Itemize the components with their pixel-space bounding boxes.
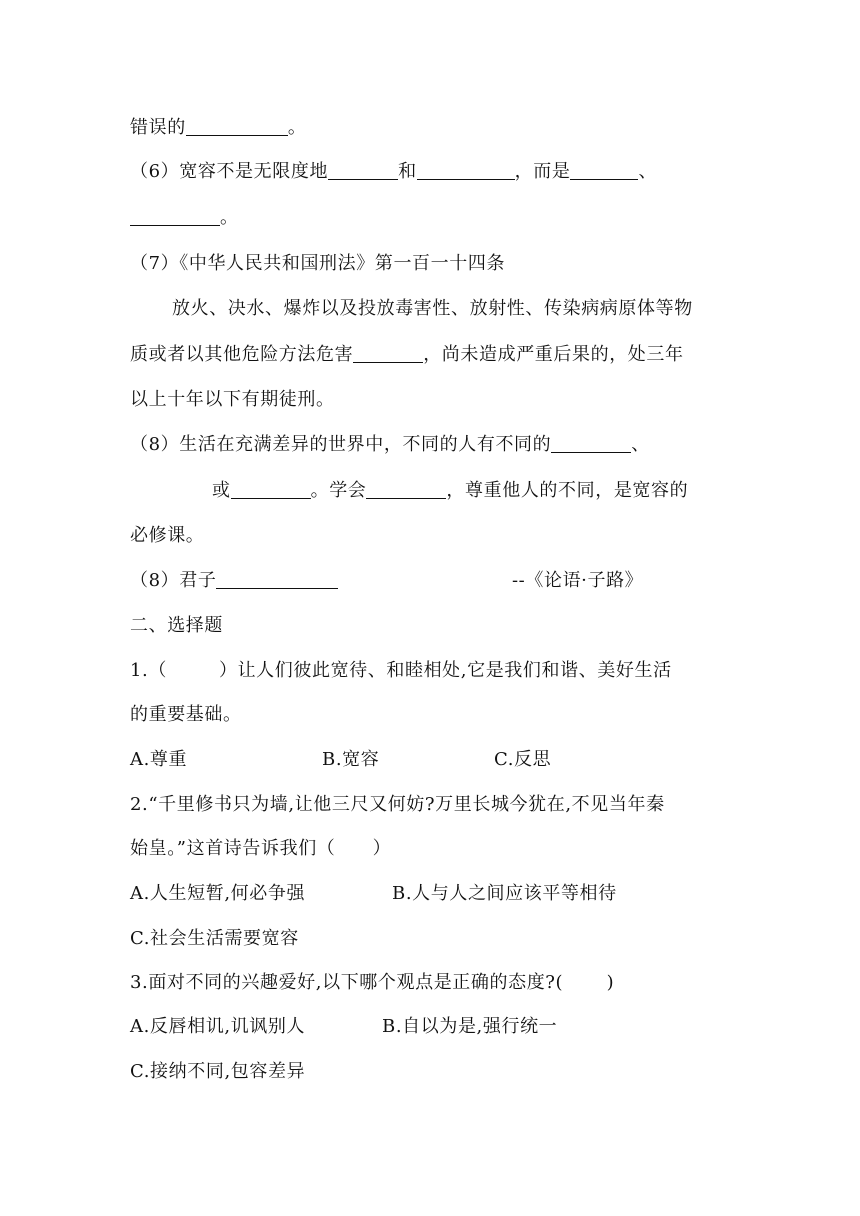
c3-options-1 <box>130 1013 558 1041</box>
option-b: B.人与人之间应该平等相待 <box>392 883 617 904</box>
line-1 <box>130 114 306 142</box>
source-citation: --《论语·子路》 <box>512 570 644 591</box>
text: 、 <box>638 161 658 182</box>
c2-line-2: 始皇。”这首诗告诉我们（ ） <box>130 838 392 859</box>
q7-para-2 <box>130 341 684 369</box>
text: 或 <box>212 480 231 501</box>
text: （8）君子 <box>130 570 217 591</box>
option-a: A.尊重 <box>130 749 188 770</box>
blank <box>551 434 631 453</box>
q8-line-3: 必修课。 <box>130 525 205 546</box>
option-b: B.自以为是,强行统一 <box>382 1016 558 1037</box>
q7-title: （7）《中华人民共和国刑法》第一百一十四条 <box>130 253 506 274</box>
text: 。 <box>287 117 307 138</box>
option-a: A.人生短暂,何必争强 <box>130 883 306 904</box>
q8-line-1 <box>130 431 650 459</box>
c3-options-2: C.接纳不同,包容差异 <box>130 1061 306 1082</box>
q8-line-2 <box>212 477 688 505</box>
blank <box>231 480 311 499</box>
text: 1.（ <box>130 660 167 681</box>
section-title: 二、选择题 <box>130 615 223 636</box>
c2-line-1: 2.“千里修书只为墙,让他三尺又何妨?万里长城今犹在,不见当年秦 <box>130 794 665 815</box>
option-a: A.反唇相讥,讥讽别人 <box>130 1016 306 1037</box>
text: 。 <box>220 207 239 228</box>
q8b-line <box>130 567 730 595</box>
c1-options <box>130 746 552 774</box>
blank <box>417 161 515 180</box>
text: 、 <box>631 434 650 455</box>
blank <box>216 570 338 589</box>
blank <box>130 207 220 226</box>
c3-line-1: 3.面对不同的兴趣爱好,以下哪个观点是正确的态度?( ) <box>130 972 615 993</box>
text: ，尚未造成严重后果的，处三年 <box>423 344 684 365</box>
blank <box>353 344 423 363</box>
text: （8）生活在充满差异的世界中，不同的人有不同的 <box>130 434 552 455</box>
c1-line-1 <box>130 657 672 685</box>
option-b: B.宽容 <box>322 749 380 770</box>
q7-para-3: 以上十年以下有期徒刑。 <box>130 389 335 410</box>
text: 错误的 <box>130 117 186 138</box>
text: ）让人们彼此宽待、和睦相处,它是我们和谐、美好生活 <box>218 660 672 681</box>
q6-line-2 <box>130 204 239 232</box>
blank <box>186 117 288 136</box>
q6-line-1 <box>130 158 657 186</box>
text: 质或者以其他危险方法危害 <box>130 344 354 365</box>
blank <box>328 161 398 180</box>
c2-options-1 <box>130 880 617 908</box>
text: ，尊重他人的不同，是宽容的 <box>446 480 689 501</box>
blank <box>570 161 638 180</box>
q7-para-1: 放火、决水、爆炸以及投放毒害性、放射性、传染病病原体等物 <box>172 298 693 319</box>
c2-options-2: C.社会生活需要宽容 <box>130 928 299 949</box>
text: 和 <box>398 161 417 182</box>
text: （6）宽容不是无限度地 <box>130 161 329 182</box>
text: 。学会 <box>310 480 367 501</box>
text: ，而是 <box>514 161 571 182</box>
option-c: C.反思 <box>494 749 552 770</box>
blank <box>366 480 446 499</box>
c1-line-2: 的重要基础。 <box>130 704 242 725</box>
